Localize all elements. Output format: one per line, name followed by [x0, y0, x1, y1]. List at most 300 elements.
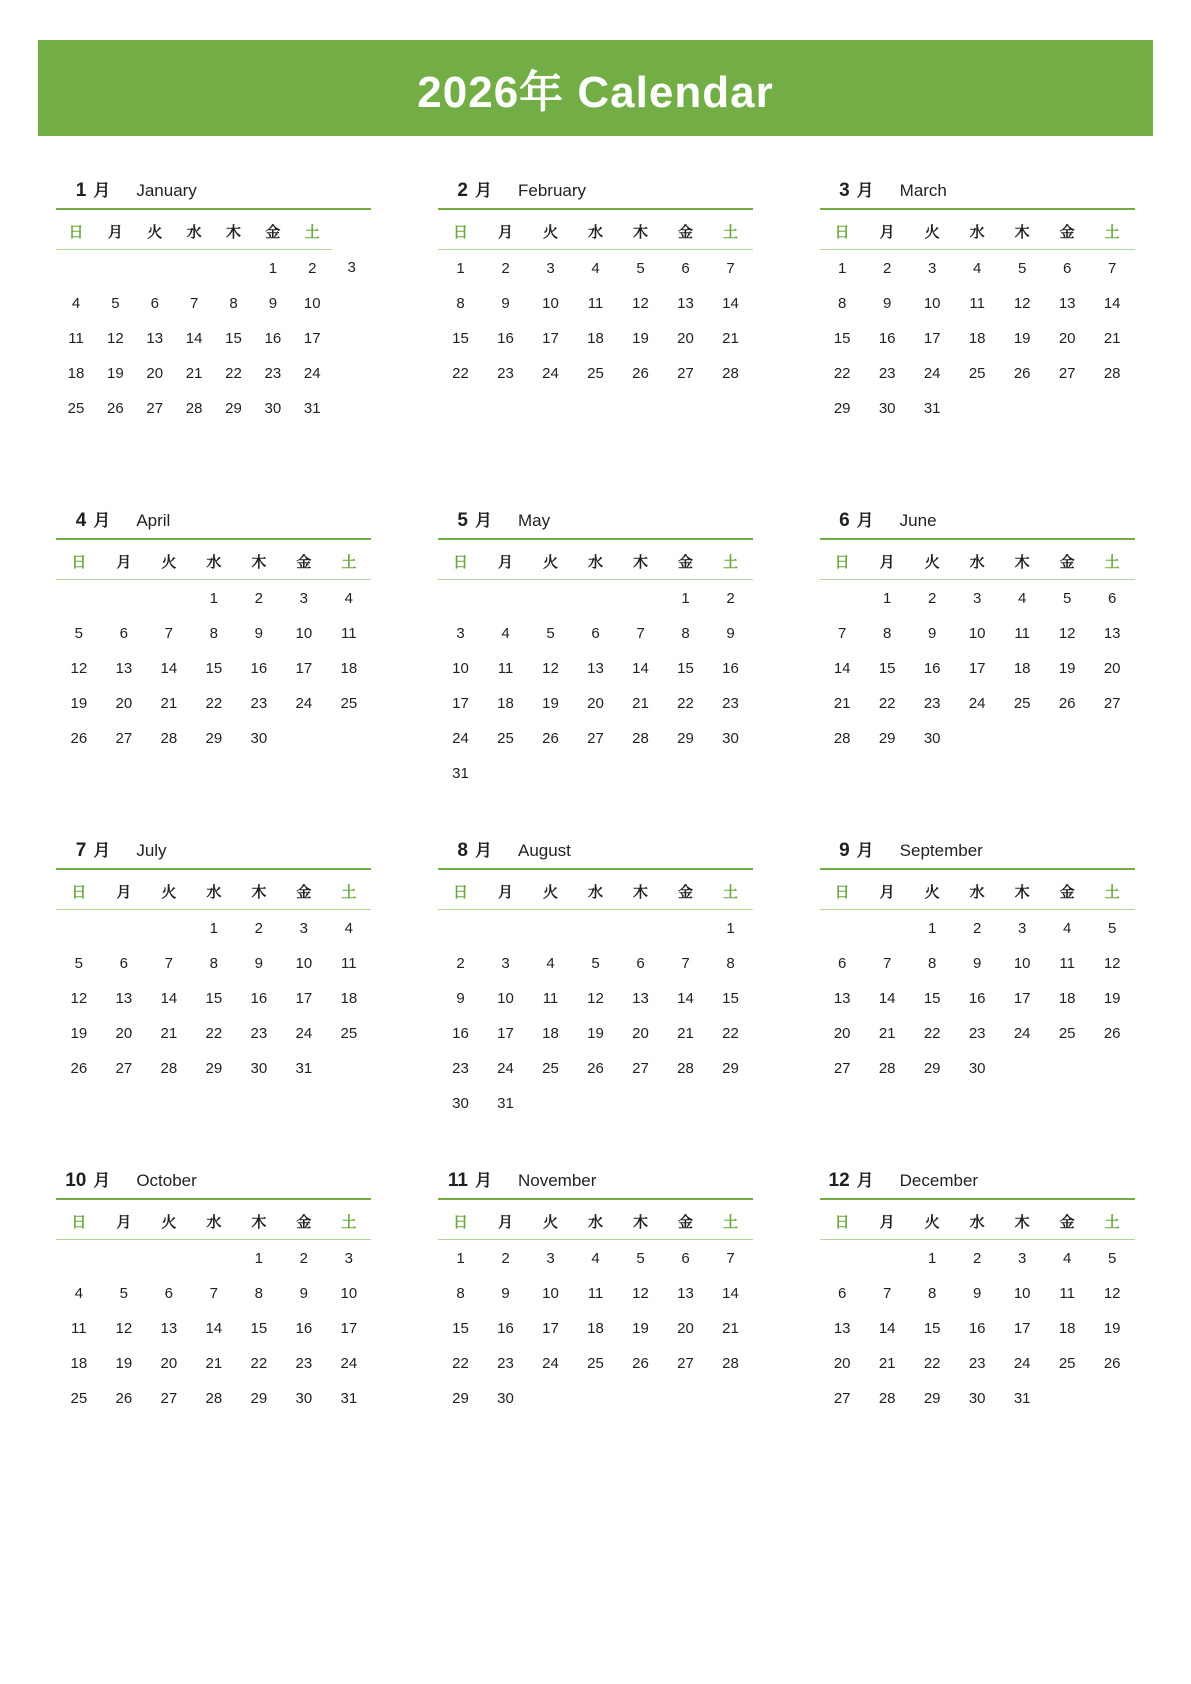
day-cell[interactable]: 18 — [497, 694, 514, 712]
day-cell[interactable]: 27 — [833, 1059, 851, 1077]
day-cell[interactable]: 30 — [968, 1059, 986, 1077]
day-cell[interactable]: 14 — [160, 659, 178, 677]
day-cell[interactable]: 25 — [1058, 1354, 1076, 1372]
day-cell[interactable]: 29 — [205, 1059, 223, 1077]
day-cell[interactable]: 4 — [1062, 919, 1072, 937]
day-cell[interactable]: 23 — [250, 694, 268, 712]
day-cell[interactable]: 23 — [923, 694, 941, 712]
day-cell[interactable]: 15 — [722, 989, 739, 1007]
day-cell[interactable]: 19 — [115, 1354, 133, 1372]
day-cell[interactable]: 11 — [71, 1319, 87, 1337]
day-cell[interactable]: 9 — [254, 624, 263, 642]
day-cell[interactable]: 28 — [205, 1389, 223, 1407]
day-cell[interactable]: 16 — [250, 989, 268, 1007]
day-cell[interactable]: 29 — [452, 1389, 469, 1407]
day-cell[interactable]: 22 — [722, 1024, 739, 1042]
day-cell[interactable]: 9 — [882, 294, 892, 312]
day-cell[interactable]: 24 — [1013, 1024, 1031, 1042]
day-cell[interactable]: 11 — [969, 294, 985, 312]
day-cell[interactable]: 23 — [452, 1059, 469, 1077]
day-cell[interactable]: 12 — [632, 1284, 649, 1302]
day-cell[interactable]: 17 — [497, 1024, 514, 1042]
day-cell[interactable]: 25 — [340, 1024, 358, 1042]
day-cell[interactable]: 4 — [546, 954, 555, 972]
day-cell[interactable]: 23 — [264, 364, 282, 382]
day-cell[interactable]: 20 — [677, 1319, 694, 1337]
day-cell[interactable]: 20 — [115, 694, 133, 712]
day-cell[interactable]: 28 — [722, 364, 739, 382]
day-cell[interactable]: 13 — [632, 989, 649, 1007]
day-cell[interactable]: 18 — [70, 1354, 88, 1372]
day-cell[interactable]: 17 — [542, 329, 559, 347]
day-cell[interactable]: 21 — [722, 1319, 739, 1337]
day-cell[interactable]: 1 — [209, 589, 218, 607]
day-cell[interactable]: 3 — [347, 259, 356, 277]
day-cell[interactable]: 1 — [254, 1249, 263, 1267]
day-cell[interactable]: 9 — [268, 294, 278, 312]
day-cell[interactable]: 2 — [927, 589, 937, 607]
day-cell[interactable]: 12 — [1058, 624, 1076, 642]
day-cell[interactable]: 6 — [164, 1284, 173, 1302]
day-cell[interactable]: 10 — [542, 1284, 559, 1302]
day-cell[interactable]: 18 — [67, 364, 85, 382]
day-cell[interactable]: 25 — [587, 1354, 604, 1372]
day-cell[interactable]: 10 — [303, 294, 321, 312]
day-cell[interactable]: 27 — [677, 364, 694, 382]
day-cell[interactable]: 14 — [160, 989, 178, 1007]
day-cell[interactable]: 12 — [70, 659, 88, 677]
day-cell[interactable]: 14 — [722, 294, 739, 312]
day-cell[interactable]: 18 — [340, 659, 358, 677]
day-cell[interactable]: 10 — [497, 989, 514, 1007]
day-cell[interactable]: 10 — [1013, 1284, 1031, 1302]
day-cell[interactable]: 11 — [587, 1284, 604, 1302]
day-cell[interactable]: 13 — [1058, 294, 1076, 312]
day-cell[interactable]: 13 — [1103, 624, 1121, 642]
day-cell[interactable]: 22 — [677, 694, 694, 712]
day-cell[interactable]: 6 — [837, 1284, 847, 1302]
day-cell[interactable]: 13 — [115, 659, 133, 677]
day-cell[interactable]: 24 — [452, 729, 469, 747]
day-cell[interactable]: 11 — [1014, 624, 1030, 642]
day-cell[interactable]: 3 — [546, 259, 555, 277]
day-cell[interactable]: 13 — [833, 989, 851, 1007]
day-cell[interactable]: 7 — [726, 1249, 735, 1267]
day-cell[interactable]: 2 — [254, 589, 263, 607]
day-cell[interactable]: 27 — [115, 1059, 133, 1077]
day-cell[interactable]: 19 — [632, 329, 649, 347]
day-cell[interactable]: 2 — [501, 1249, 510, 1267]
day-cell[interactable]: 18 — [542, 1024, 559, 1042]
day-cell[interactable]: 19 — [1103, 1319, 1121, 1337]
day-cell[interactable]: 26 — [632, 364, 649, 382]
day-cell[interactable]: 24 — [542, 364, 559, 382]
day-cell[interactable]: 17 — [923, 329, 941, 347]
day-cell[interactable]: 30 — [722, 729, 739, 747]
day-cell[interactable]: 19 — [70, 1024, 88, 1042]
day-cell[interactable]: 8 — [229, 294, 238, 312]
day-cell[interactable]: 23 — [497, 1354, 514, 1372]
day-cell[interactable]: 4 — [591, 1249, 600, 1267]
day-cell[interactable]: 23 — [722, 694, 739, 712]
day-cell[interactable]: 31 — [923, 399, 941, 417]
day-cell[interactable]: 15 — [205, 989, 223, 1007]
day-cell[interactable]: 23 — [968, 1024, 986, 1042]
day-cell[interactable]: 15 — [205, 659, 223, 677]
day-cell[interactable]: 28 — [878, 1389, 896, 1407]
day-cell[interactable]: 25 — [587, 364, 604, 382]
day-cell[interactable]: 21 — [878, 1354, 896, 1372]
day-cell[interactable]: 6 — [150, 294, 159, 312]
day-cell[interactable]: 16 — [250, 659, 268, 677]
day-cell[interactable]: 14 — [878, 1319, 896, 1337]
day-cell[interactable]: 17 — [1013, 1319, 1031, 1337]
day-cell[interactable]: 9 — [501, 294, 510, 312]
day-cell[interactable]: 3 — [1017, 919, 1027, 937]
day-cell[interactable]: 2 — [972, 919, 982, 937]
day-cell[interactable]: 4 — [71, 294, 81, 312]
day-cell[interactable]: 29 — [923, 1059, 941, 1077]
day-cell[interactable]: 8 — [837, 294, 847, 312]
day-cell[interactable]: 13 — [160, 1319, 178, 1337]
day-cell[interactable]: 1 — [456, 259, 465, 277]
day-cell[interactable]: 11 — [341, 954, 357, 972]
day-cell[interactable]: 17 — [295, 659, 313, 677]
day-cell[interactable]: 2 — [501, 259, 510, 277]
day-cell[interactable]: 6 — [681, 1249, 690, 1267]
day-cell[interactable]: 8 — [726, 954, 735, 972]
day-cell[interactable]: 15 — [677, 659, 694, 677]
day-cell[interactable]: 13 — [587, 659, 604, 677]
day-cell[interactable]: 18 — [1058, 989, 1076, 1007]
day-cell[interactable]: 12 — [632, 294, 649, 312]
day-cell[interactable]: 16 — [264, 329, 282, 347]
day-cell[interactable]: 24 — [1013, 1354, 1031, 1372]
day-cell[interactable]: 16 — [968, 1319, 986, 1337]
day-cell[interactable]: 21 — [833, 694, 851, 712]
day-cell[interactable]: 2 — [972, 1249, 982, 1267]
day-cell[interactable]: 1 — [927, 919, 937, 937]
day-cell[interactable]: 21 — [160, 694, 178, 712]
day-cell[interactable]: 2 — [299, 1249, 308, 1267]
day-cell[interactable]: 25 — [340, 694, 358, 712]
day-cell[interactable]: 1 — [681, 589, 690, 607]
day-cell[interactable]: 28 — [677, 1059, 694, 1077]
day-cell[interactable]: 28 — [1103, 364, 1121, 382]
day-cell[interactable]: 10 — [923, 294, 941, 312]
day-cell[interactable]: 18 — [587, 1319, 604, 1337]
day-cell[interactable]: 24 — [542, 1354, 559, 1372]
day-cell[interactable]: 17 — [295, 989, 313, 1007]
day-cell[interactable]: 29 — [878, 729, 896, 747]
day-cell[interactable]: 4 — [1062, 1249, 1072, 1267]
day-cell[interactable]: 5 — [591, 954, 600, 972]
day-cell[interactable]: 8 — [927, 1284, 937, 1302]
day-cell[interactable]: 3 — [546, 1249, 555, 1267]
day-cell[interactable]: 22 — [205, 694, 223, 712]
day-cell[interactable]: 7 — [882, 1284, 892, 1302]
day-cell[interactable]: 24 — [295, 694, 313, 712]
day-cell[interactable]: 25 — [968, 364, 986, 382]
day-cell[interactable]: 11 — [587, 294, 604, 312]
day-cell[interactable]: 21 — [1103, 329, 1121, 347]
day-cell[interactable]: 4 — [591, 259, 600, 277]
day-cell[interactable]: 4 — [972, 259, 982, 277]
day-cell[interactable]: 4 — [74, 1284, 83, 1302]
day-cell[interactable]: 6 — [681, 259, 690, 277]
day-cell[interactable]: 21 — [185, 364, 203, 382]
day-cell[interactable]: 6 — [837, 954, 847, 972]
day-cell[interactable]: 1 — [837, 259, 847, 277]
day-cell[interactable]: 27 — [587, 729, 604, 747]
day-cell[interactable]: 30 — [264, 399, 282, 417]
day-cell[interactable]: 5 — [1107, 1249, 1117, 1267]
day-cell[interactable]: 6 — [119, 954, 128, 972]
day-cell[interactable]: 25 — [497, 729, 514, 747]
day-cell[interactable]: 22 — [833, 364, 851, 382]
day-cell[interactable]: 30 — [878, 399, 896, 417]
day-cell[interactable]: 7 — [164, 954, 173, 972]
day-cell[interactable]: 3 — [501, 954, 510, 972]
day-cell[interactable]: 16 — [923, 659, 941, 677]
day-cell[interactable]: 23 — [878, 364, 896, 382]
day-cell[interactable]: 28 — [160, 729, 178, 747]
day-cell[interactable]: 8 — [456, 294, 465, 312]
day-cell[interactable]: 16 — [295, 1319, 313, 1337]
day-cell[interactable]: 16 — [497, 1319, 514, 1337]
day-cell[interactable]: 15 — [878, 659, 896, 677]
day-cell[interactable]: 7 — [882, 954, 892, 972]
day-cell[interactable]: 25 — [1058, 1024, 1076, 1042]
day-cell[interactable]: 23 — [295, 1354, 313, 1372]
day-cell[interactable]: 8 — [456, 1284, 465, 1302]
day-cell[interactable]: 30 — [250, 1059, 268, 1077]
day-cell[interactable]: 16 — [878, 329, 896, 347]
day-cell[interactable]: 11 — [68, 329, 84, 347]
day-cell[interactable]: 6 — [119, 624, 128, 642]
day-cell[interactable]: 24 — [497, 1059, 514, 1077]
day-cell[interactable]: 21 — [632, 694, 649, 712]
day-cell[interactable]: 19 — [542, 694, 559, 712]
day-cell[interactable]: 2 — [726, 589, 735, 607]
day-cell[interactable]: 12 — [107, 329, 124, 347]
day-cell[interactable]: 22 — [452, 1354, 469, 1372]
day-cell[interactable]: 26 — [632, 1354, 649, 1372]
day-cell[interactable]: 20 — [160, 1354, 178, 1372]
day-cell[interactable]: 31 — [303, 399, 321, 417]
day-cell[interactable]: 6 — [591, 624, 600, 642]
day-cell[interactable]: 10 — [968, 624, 986, 642]
day-cell[interactable]: 23 — [497, 364, 514, 382]
day-cell[interactable]: 7 — [636, 624, 645, 642]
day-cell[interactable]: 31 — [497, 1094, 514, 1112]
day-cell[interactable]: 11 — [1059, 954, 1075, 972]
day-cell[interactable]: 25 — [70, 1389, 88, 1407]
day-cell[interactable]: 5 — [1107, 919, 1117, 937]
day-cell[interactable]: 17 — [1013, 989, 1031, 1007]
day-cell[interactable]: 17 — [340, 1319, 358, 1337]
day-cell[interactable]: 18 — [1058, 1319, 1076, 1337]
day-cell[interactable]: 16 — [722, 659, 739, 677]
day-cell[interactable]: 3 — [299, 589, 308, 607]
day-cell[interactable]: 20 — [833, 1024, 851, 1042]
day-cell[interactable]: 20 — [632, 1024, 649, 1042]
day-cell[interactable]: 3 — [1017, 1249, 1027, 1267]
day-cell[interactable]: 26 — [1013, 364, 1031, 382]
day-cell[interactable]: 31 — [452, 764, 469, 782]
day-cell[interactable]: 26 — [1103, 1354, 1121, 1372]
day-cell[interactable]: 13 — [115, 989, 133, 1007]
day-cell[interactable]: 5 — [111, 294, 120, 312]
day-cell[interactable]: 28 — [185, 399, 203, 417]
day-cell[interactable]: 2 — [308, 259, 317, 277]
day-cell[interactable]: 30 — [295, 1389, 313, 1407]
day-cell[interactable]: 27 — [160, 1389, 178, 1407]
day-cell[interactable]: 8 — [927, 954, 937, 972]
day-cell[interactable]: 14 — [677, 989, 694, 1007]
day-cell[interactable]: 11 — [497, 659, 514, 677]
day-cell[interactable]: 10 — [452, 659, 469, 677]
day-cell[interactable]: 21 — [160, 1024, 178, 1042]
day-cell[interactable]: 28 — [722, 1354, 739, 1372]
day-cell[interactable]: 2 — [882, 259, 892, 277]
day-cell[interactable]: 8 — [681, 624, 690, 642]
day-cell[interactable]: 3 — [344, 1249, 353, 1267]
day-cell[interactable]: 18 — [1013, 659, 1031, 677]
day-cell[interactable]: 19 — [1013, 329, 1031, 347]
day-cell[interactable]: 27 — [146, 399, 164, 417]
day-cell[interactable]: 1 — [927, 1249, 937, 1267]
day-cell[interactable]: 10 — [295, 624, 313, 642]
day-cell[interactable]: 7 — [726, 259, 735, 277]
day-cell[interactable]: 16 — [968, 989, 986, 1007]
day-cell[interactable]: 24 — [968, 694, 986, 712]
day-cell[interactable]: 12 — [1103, 1284, 1121, 1302]
day-cell[interactable]: 5 — [74, 954, 83, 972]
day-cell[interactable]: 4 — [501, 624, 510, 642]
day-cell[interactable]: 22 — [225, 364, 242, 382]
day-cell[interactable]: 28 — [632, 729, 649, 747]
day-cell[interactable]: 22 — [923, 1354, 941, 1372]
day-cell[interactable]: 9 — [972, 954, 982, 972]
day-cell[interactable]: 8 — [209, 954, 218, 972]
day-cell[interactable]: 10 — [542, 294, 559, 312]
day-cell[interactable]: 2 — [254, 919, 263, 937]
day-cell[interactable]: 9 — [972, 1284, 982, 1302]
day-cell[interactable]: 4 — [344, 589, 353, 607]
day-cell[interactable]: 7 — [681, 954, 690, 972]
day-cell[interactable]: 30 — [923, 729, 941, 747]
day-cell[interactable]: 3 — [299, 919, 308, 937]
day-cell[interactable]: 24 — [295, 1024, 313, 1042]
day-cell[interactable]: 11 — [341, 624, 357, 642]
day-cell[interactable]: 13 — [146, 329, 164, 347]
day-cell[interactable]: 19 — [587, 1024, 604, 1042]
day-cell[interactable]: 6 — [636, 954, 645, 972]
day-cell[interactable]: 8 — [254, 1284, 263, 1302]
day-cell[interactable]: 26 — [70, 729, 88, 747]
day-cell[interactable]: 2 — [456, 954, 465, 972]
day-cell[interactable]: 14 — [878, 989, 896, 1007]
day-cell[interactable]: 5 — [636, 259, 645, 277]
day-cell[interactable]: 14 — [833, 659, 851, 677]
day-cell[interactable]: 25 — [1013, 694, 1031, 712]
day-cell[interactable]: 17 — [542, 1319, 559, 1337]
day-cell[interactable]: 19 — [632, 1319, 649, 1337]
day-cell[interactable]: 20 — [677, 329, 694, 347]
day-cell[interactable]: 14 — [722, 1284, 739, 1302]
day-cell[interactable]: 20 — [1058, 329, 1076, 347]
day-cell[interactable]: 14 — [632, 659, 649, 677]
day-cell[interactable]: 21 — [677, 1024, 694, 1042]
day-cell[interactable]: 15 — [452, 1319, 469, 1337]
day-cell[interactable]: 23 — [250, 1024, 268, 1042]
day-cell[interactable]: 30 — [968, 1389, 986, 1407]
day-cell[interactable]: 26 — [107, 399, 124, 417]
day-cell[interactable]: 1 — [726, 919, 735, 937]
day-cell[interactable]: 15 — [833, 329, 851, 347]
day-cell[interactable]: 20 — [115, 1024, 133, 1042]
day-cell[interactable]: 5 — [119, 1284, 128, 1302]
day-cell[interactable]: 20 — [833, 1354, 851, 1372]
day-cell[interactable]: 29 — [677, 729, 694, 747]
day-cell[interactable]: 8 — [882, 624, 892, 642]
day-cell[interactable]: 19 — [1058, 659, 1076, 677]
day-cell[interactable]: 26 — [1103, 1024, 1121, 1042]
day-cell[interactable]: 4 — [344, 919, 353, 937]
day-cell[interactable]: 13 — [677, 1284, 694, 1302]
day-cell[interactable]: 30 — [497, 1389, 514, 1407]
day-cell[interactable]: 14 — [185, 329, 203, 347]
day-cell[interactable]: 7 — [164, 624, 173, 642]
day-cell[interactable]: 3 — [972, 589, 982, 607]
day-cell[interactable]: 20 — [1103, 659, 1121, 677]
day-cell[interactable]: 20 — [146, 364, 164, 382]
day-cell[interactable]: 27 — [115, 729, 133, 747]
day-cell[interactable]: 26 — [115, 1389, 133, 1407]
day-cell[interactable]: 12 — [70, 989, 88, 1007]
day-cell[interactable]: 15 — [452, 329, 469, 347]
day-cell[interactable]: 8 — [209, 624, 218, 642]
day-cell[interactable]: 22 — [452, 364, 469, 382]
day-cell[interactable]: 17 — [968, 659, 986, 677]
day-cell[interactable]: 29 — [205, 729, 223, 747]
day-cell[interactable]: 1 — [268, 259, 278, 277]
day-cell[interactable]: 15 — [923, 1319, 941, 1337]
day-cell[interactable]: 29 — [225, 399, 242, 417]
day-cell[interactable]: 22 — [250, 1354, 268, 1372]
day-cell[interactable]: 27 — [833, 1389, 851, 1407]
day-cell[interactable]: 7 — [837, 624, 847, 642]
day-cell[interactable]: 10 — [340, 1284, 358, 1302]
day-cell[interactable]: 27 — [677, 1354, 694, 1372]
day-cell[interactable]: 15 — [923, 989, 941, 1007]
day-cell[interactable]: 5 — [74, 624, 83, 642]
day-cell[interactable]: 22 — [878, 694, 896, 712]
day-cell[interactable]: 9 — [254, 954, 263, 972]
day-cell[interactable]: 20 — [587, 694, 604, 712]
day-cell[interactable]: 16 — [497, 329, 514, 347]
day-cell[interactable]: 31 — [340, 1389, 358, 1407]
day-cell[interactable]: 7 — [209, 1284, 218, 1302]
day-cell[interactable]: 1 — [456, 1249, 465, 1267]
day-cell[interactable]: 15 — [250, 1319, 268, 1337]
day-cell[interactable]: 13 — [677, 294, 694, 312]
day-cell[interactable]: 12 — [1013, 294, 1031, 312]
day-cell[interactable]: 4 — [1017, 589, 1027, 607]
day-cell[interactable]: 28 — [833, 729, 851, 747]
day-cell[interactable]: 28 — [878, 1059, 896, 1077]
